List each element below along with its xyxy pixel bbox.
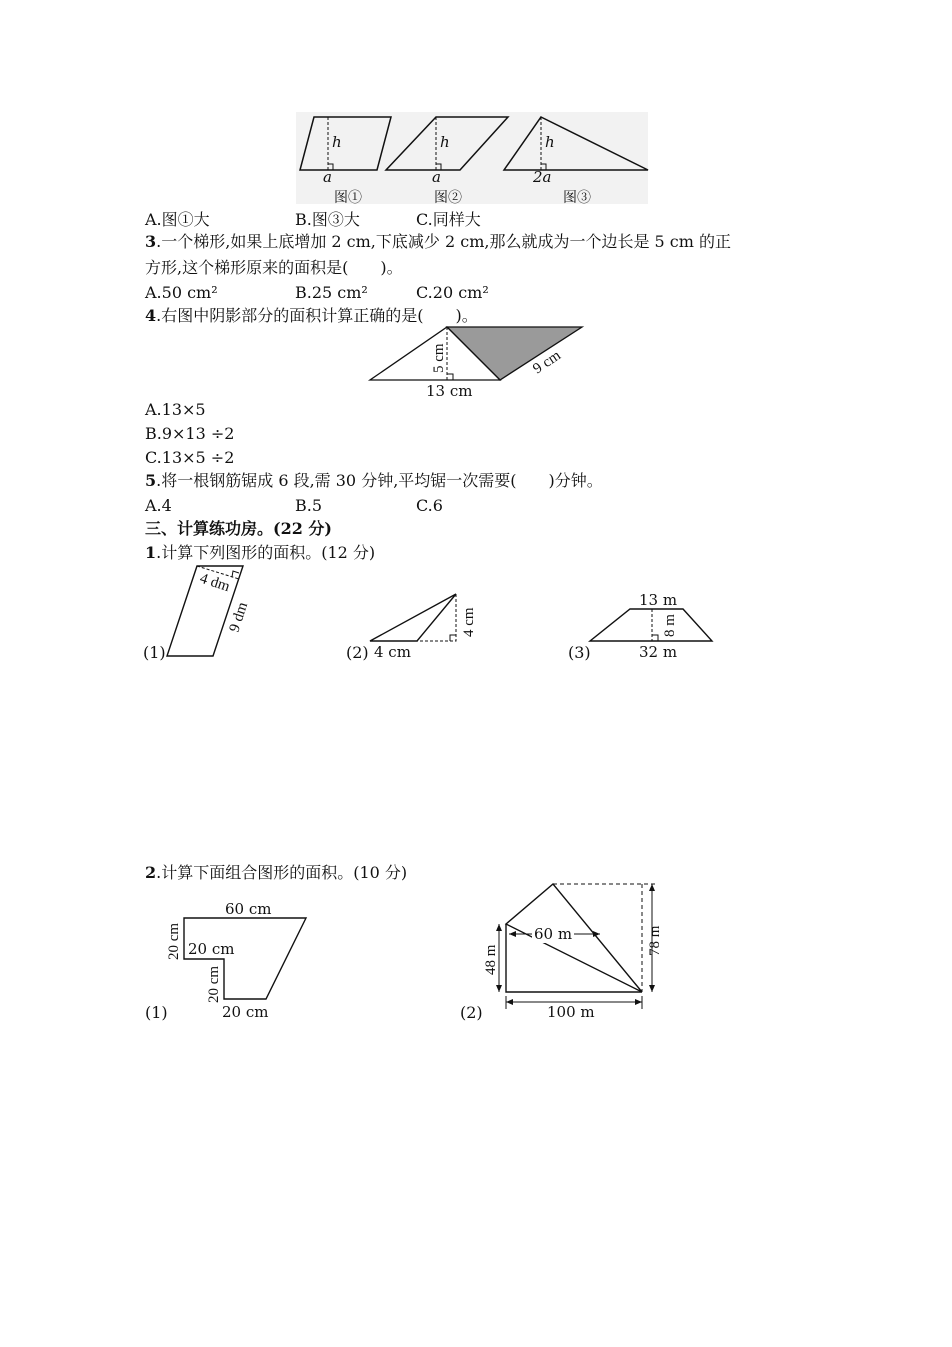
- g2-inner-label: 60 m: [534, 925, 573, 943]
- g1-inner-h-label: 20 cm: [188, 940, 235, 958]
- s3-f2-base-label: 4 cm: [374, 643, 411, 661]
- q2-option-b: B.图③大: [295, 210, 360, 229]
- g2-left-label: 48 m: [483, 944, 499, 975]
- s3-trapezoid-height-label: 8 m: [662, 614, 678, 637]
- fig1-a-label: a: [323, 168, 332, 186]
- g2-right-label: 78 m: [647, 925, 663, 956]
- q2-option-c: C.同样大: [416, 210, 481, 229]
- q5-option-b: B.5: [295, 496, 323, 515]
- q5-option-a: A.4: [145, 496, 172, 515]
- section3-title: 三、计算练功房。(22 分): [145, 519, 332, 538]
- fig1-caption: 图①: [334, 190, 362, 206]
- section3-q1-text: .计算下列图形的面积。(12 分): [156, 543, 376, 562]
- q5-number: 5: [145, 471, 157, 490]
- q3-number: 3: [145, 232, 157, 251]
- g1-left-label: 20 cm: [166, 922, 182, 960]
- fig2-a-label: a: [432, 168, 441, 186]
- s3-parallelogram-height-label: 4 dm: [197, 570, 232, 596]
- q5-text: .将一根钢筋锯成 6 段,需 30 分钟,平均锯一次需要( )分钟。: [156, 471, 603, 490]
- q3-option-b: B.25 cm²: [295, 283, 368, 302]
- fig2-h-label: h: [440, 133, 450, 151]
- fig3-caption: 图③: [563, 190, 591, 206]
- q3-option-c: C.20 cm²: [416, 283, 489, 302]
- s3-f3-top-label: 13 m: [639, 591, 678, 609]
- s3-parallelogram-side-label: 9 dm: [226, 600, 252, 635]
- g2-right-arrow-bottom: [649, 985, 655, 992]
- q2-option-a: A.图①大: [145, 210, 210, 229]
- g2-index: (2): [460, 1003, 483, 1022]
- s3-triangle-height-label: 4 cm: [461, 607, 477, 637]
- fig3-2a-label: 2a: [533, 168, 552, 186]
- g1-index: (1): [145, 1003, 168, 1022]
- q4-number: 4: [145, 306, 157, 325]
- g1-bottom-label: 20 cm: [222, 1003, 269, 1021]
- g2-left-arrow-top: [496, 924, 502, 931]
- q4-option-a: A.13×5: [145, 400, 206, 419]
- q4-option-b: B.9×13 ÷2: [145, 424, 235, 443]
- g2-inner-arrow-left: [509, 931, 516, 937]
- s3-f3-bottom-label: 32 m: [639, 643, 678, 661]
- section3-q2-number: 2: [145, 863, 157, 882]
- q3-text-line2: 方形,这个梯形原来的面积是( )。: [145, 258, 403, 277]
- g1-inner-v-label: 20 cm: [206, 965, 222, 1003]
- q5-option-c: C.6: [416, 496, 443, 515]
- q4-option-c: C.13×5 ÷2: [145, 448, 235, 467]
- s3-f1-index: (1): [143, 643, 166, 662]
- fig1-h-label: h: [332, 133, 342, 151]
- g1-composite-shape: [184, 918, 306, 999]
- s3-f2-index: (2): [346, 643, 369, 662]
- section3-q1-number: 1: [145, 543, 157, 562]
- q4-height-label: 5 cm: [431, 343, 447, 373]
- s3-f3-index: (3): [568, 643, 591, 662]
- fig2-caption: 图②: [434, 190, 462, 206]
- q4-side-label: 9 cm: [530, 347, 564, 378]
- q3-option-a: A.50 cm²: [145, 283, 218, 302]
- g2-bottom-arrow-left: [506, 999, 513, 1005]
- g1-top-label: 60 cm: [225, 900, 272, 918]
- q3-text: .一个梯形,如果上底增加 2 cm,下底减少 2 cm,那么就成为一个边长是 5 cm 的正: [156, 232, 732, 251]
- g2-left-arrow-bottom: [496, 985, 502, 992]
- q4-base-label: 13 cm: [426, 382, 473, 400]
- g2-bottom-label: 100 m: [547, 1003, 595, 1021]
- fig3-h-label: h: [545, 133, 555, 151]
- q4-text: .右图中阴影部分的面积计算正确的是( )。: [156, 306, 478, 325]
- g2-bottom-arrow-right: [635, 999, 642, 1005]
- g2-right-arrow-top: [649, 884, 655, 891]
- section3-q2-text: .计算下面组合图形的面积。(10 分): [156, 863, 408, 882]
